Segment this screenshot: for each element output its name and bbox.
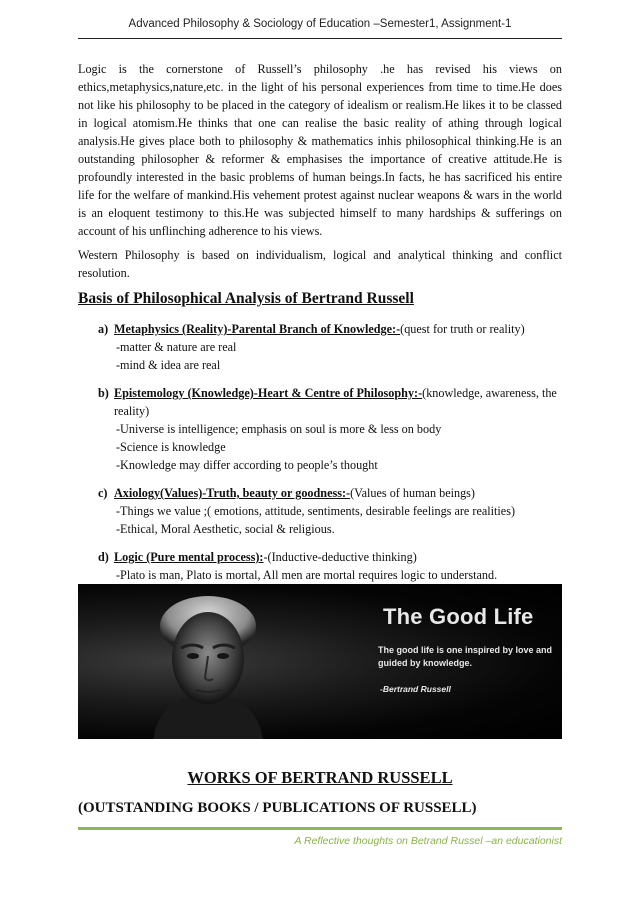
banner-author: -Bertrand Russell	[380, 684, 451, 694]
item-line: -Ethical, Moral Aesthetic, social & religious.	[116, 522, 335, 536]
page-footer: A Reflective thoughts on Betrand Russel –an educationist	[294, 835, 562, 847]
item-desc: (Values of human beings)	[350, 486, 475, 500]
item-desc: (quest for truth or reality)	[400, 322, 525, 336]
item-title: Metaphysics (Reality)-Parental Branch of Knowledge:-	[114, 322, 401, 336]
item-line: -mind & idea are real	[116, 358, 221, 372]
item-line: -Plato is man, Plato is mortal, All men are mortal requires logic to understand.	[116, 568, 498, 582]
works-title: WORKS OF BERTRAND RUSSELL	[187, 768, 453, 787]
list-item-metaphysics	[98, 320, 562, 374]
item-line: -Science is knowledge	[116, 440, 226, 454]
page-header: Advanced Philosophy & Sociology of Education –Semester1, Assignment-1	[128, 18, 512, 30]
item-line: -Universe is intelligence; emphasis on soul is more & less on body	[116, 422, 442, 436]
banner-quote: The good life is one inspired by love and guided by knowledge.	[378, 645, 553, 668]
portrait-image	[133, 590, 283, 739]
quote-banner	[78, 584, 562, 739]
item-letter: a)	[98, 322, 109, 336]
list-item-axiology	[98, 484, 562, 538]
item-desc: (knowledge, awareness, the reality)	[114, 386, 557, 418]
item-line: -matter & nature are real	[116, 340, 237, 354]
works-subtitle: (OUTSTANDING BOOKS / PUBLICATIONS OF RUSSELL)	[78, 800, 477, 816]
banner-title: The Good Life	[383, 604, 534, 629]
list-item-logic	[98, 548, 562, 584]
item-title: Axiology(Values)-Truth, beauty or goodness:-	[114, 486, 351, 500]
section-heading: Basis of Philosophical Analysis of Bertrand Russell	[78, 290, 414, 307]
main-content	[78, 60, 562, 584]
item-desc: -(Inductive-deductive thinking)	[263, 550, 417, 564]
item-line: -Things we value ;( emotions, attitude, sentiments, desirable feelings are realities)	[116, 504, 516, 518]
header-rule	[78, 38, 562, 39]
footer-rule	[78, 827, 562, 830]
list-item-epistemology	[98, 384, 562, 474]
item-title: Epistemology (Knowledge)-Heart & Centre of Philosophy:-	[114, 386, 423, 400]
intro-paragraph-2: Western Philosophy is based on individualism, logical and analytical thinking and conflict resolution.	[78, 248, 562, 280]
item-letter: d)	[98, 550, 109, 564]
item-title: Logic (Pure mental process):	[114, 550, 264, 564]
item-line: -Knowledge may differ according to people’s thought	[116, 458, 378, 472]
item-letter: c)	[98, 486, 108, 500]
intro-paragraph-1: Logic is the cornerstone of Russell’s philosophy .he has revised his views on ethics,metaphysics,nature,etc. in the light of his personal experiences from time to time.He does not like his philosophy to be placed in the category of idealism or realism.He likes it to be classed in logical atomism.He thinks that one can realise the basic reality of athing through logical analysis.He gives place both to philosophy & mathematics inhis philosophical thinking.He is an outstanding philosopher & reformer & emphasises the importance of creative attitude.He is profoundly interested in the basic problems of human beings.In facts, he has sacrificed his entire life for the welfare of mankind.His vehement protest against nuclear weapons & wars in the world is an eloquent testimony to this.He was subjected himself to many hardships & sufferings on account of his unflinching adherence to his views.	[78, 62, 562, 238]
item-letter: b)	[98, 386, 109, 400]
